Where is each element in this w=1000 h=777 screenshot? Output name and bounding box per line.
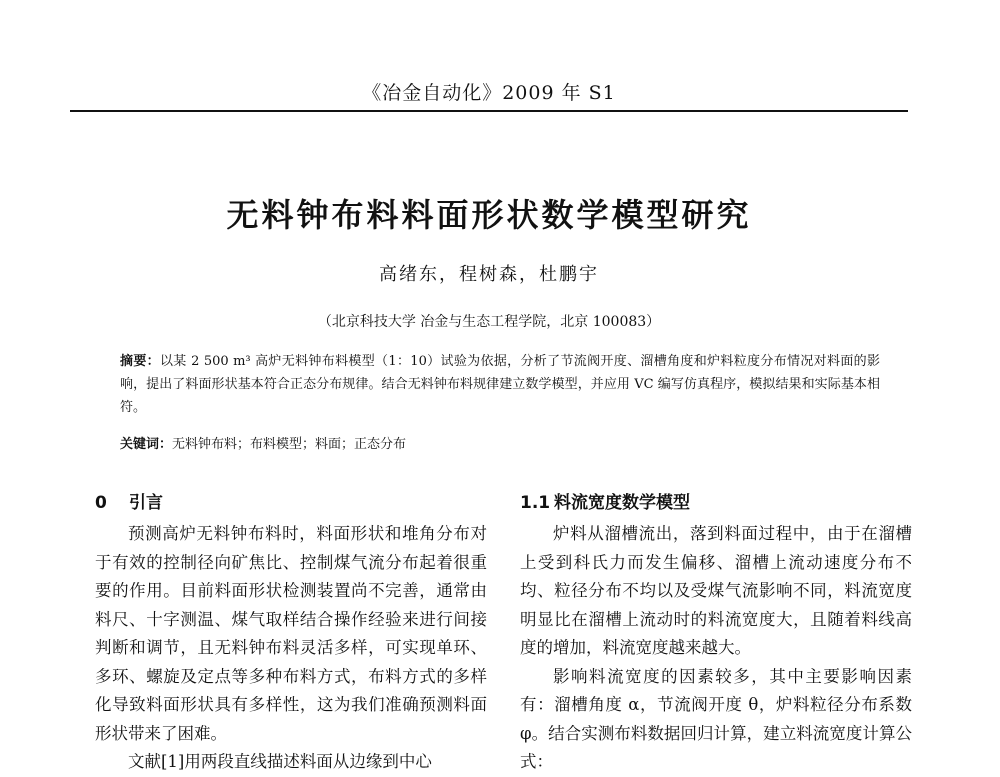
left-column: [95, 490, 487, 777]
abstract-label: 摘要：: [120, 354, 160, 369]
section-title: 料流宽度数学模型: [554, 493, 690, 513]
body-paragraph: 炉料从溜槽流出，落到料面过程中，由于在溜槽上受到科氏力而发生偏移、溜槽上流动速度分布不均、粒径分布不均以及受煤气流影响不同，料流宽度明显比在溜槽上流动时的料流宽度大，且随着料线高度的增加，料流宽度越来越大。: [520, 524, 912, 657]
section-title: 引言: [129, 493, 163, 513]
body-paragraph: 影响料流宽度的因素较多，其中主要影响因素有：溜槽角度 α，节流阀开度 θ，炉料粒径分布系数 φ。结合实测布料数据回归计算，建立料流宽度计算公式：: [520, 666, 912, 771]
keywords-text: 无料钟布料；布料模型；料面；正态分布: [172, 437, 407, 452]
section-heading-stream-width-model: [520, 490, 912, 520]
journal-header: 《冶金自动化》2009 年 S1: [362, 82, 616, 104]
right-column: [520, 490, 912, 777]
body-paragraph: 文献[1]用两段直线描述料面从边缘到中心: [128, 752, 432, 771]
abstract-text: 以某 2 500 m³ 高炉无料钟布料模型（1：10）试验为依据，分析了节流阀开度、溜槽角度和炉料粒度分布情况对料面的影响，提出了料面形状基本符合正态分布规律。结合无料钟布料规律建立数学模型，并应用 VC 编写仿真程序，模拟结果和实际基本相符。: [120, 354, 880, 415]
header-rule: [70, 110, 908, 112]
body-paragraph: 预测高炉无料钟布料时，料面形状和堆角分布对于有效的控制径向矿焦比、控制煤气流分布起着很重要的作用。目前料面形状检测装置尚不完善，通常由料尺、十字测温、煤气取样结合操作经验来进行间接判断和调节，且无料钟布料灵活多样，可实现单环、多环、螺旋及定点等多种布料方式，布料方式的多样化导致料面形状具有多样性，这为我们准确预测料面形状带来了困难。: [95, 524, 487, 743]
section-number: 0: [95, 493, 107, 513]
affiliation: （北京科技大学 冶金与生态工程学院，北京 100083）: [317, 314, 661, 330]
abstract: [120, 350, 880, 419]
section-heading-introduction: [95, 490, 487, 520]
keywords-label: 关键词：: [120, 437, 173, 452]
keywords: [120, 433, 880, 452]
section-number: 1.1: [520, 493, 551, 513]
paper-title: 无料钟布料料面形状数学模型研究: [226, 196, 752, 234]
author-list: 高绪东，程树森，杜鹏宇: [379, 264, 599, 285]
